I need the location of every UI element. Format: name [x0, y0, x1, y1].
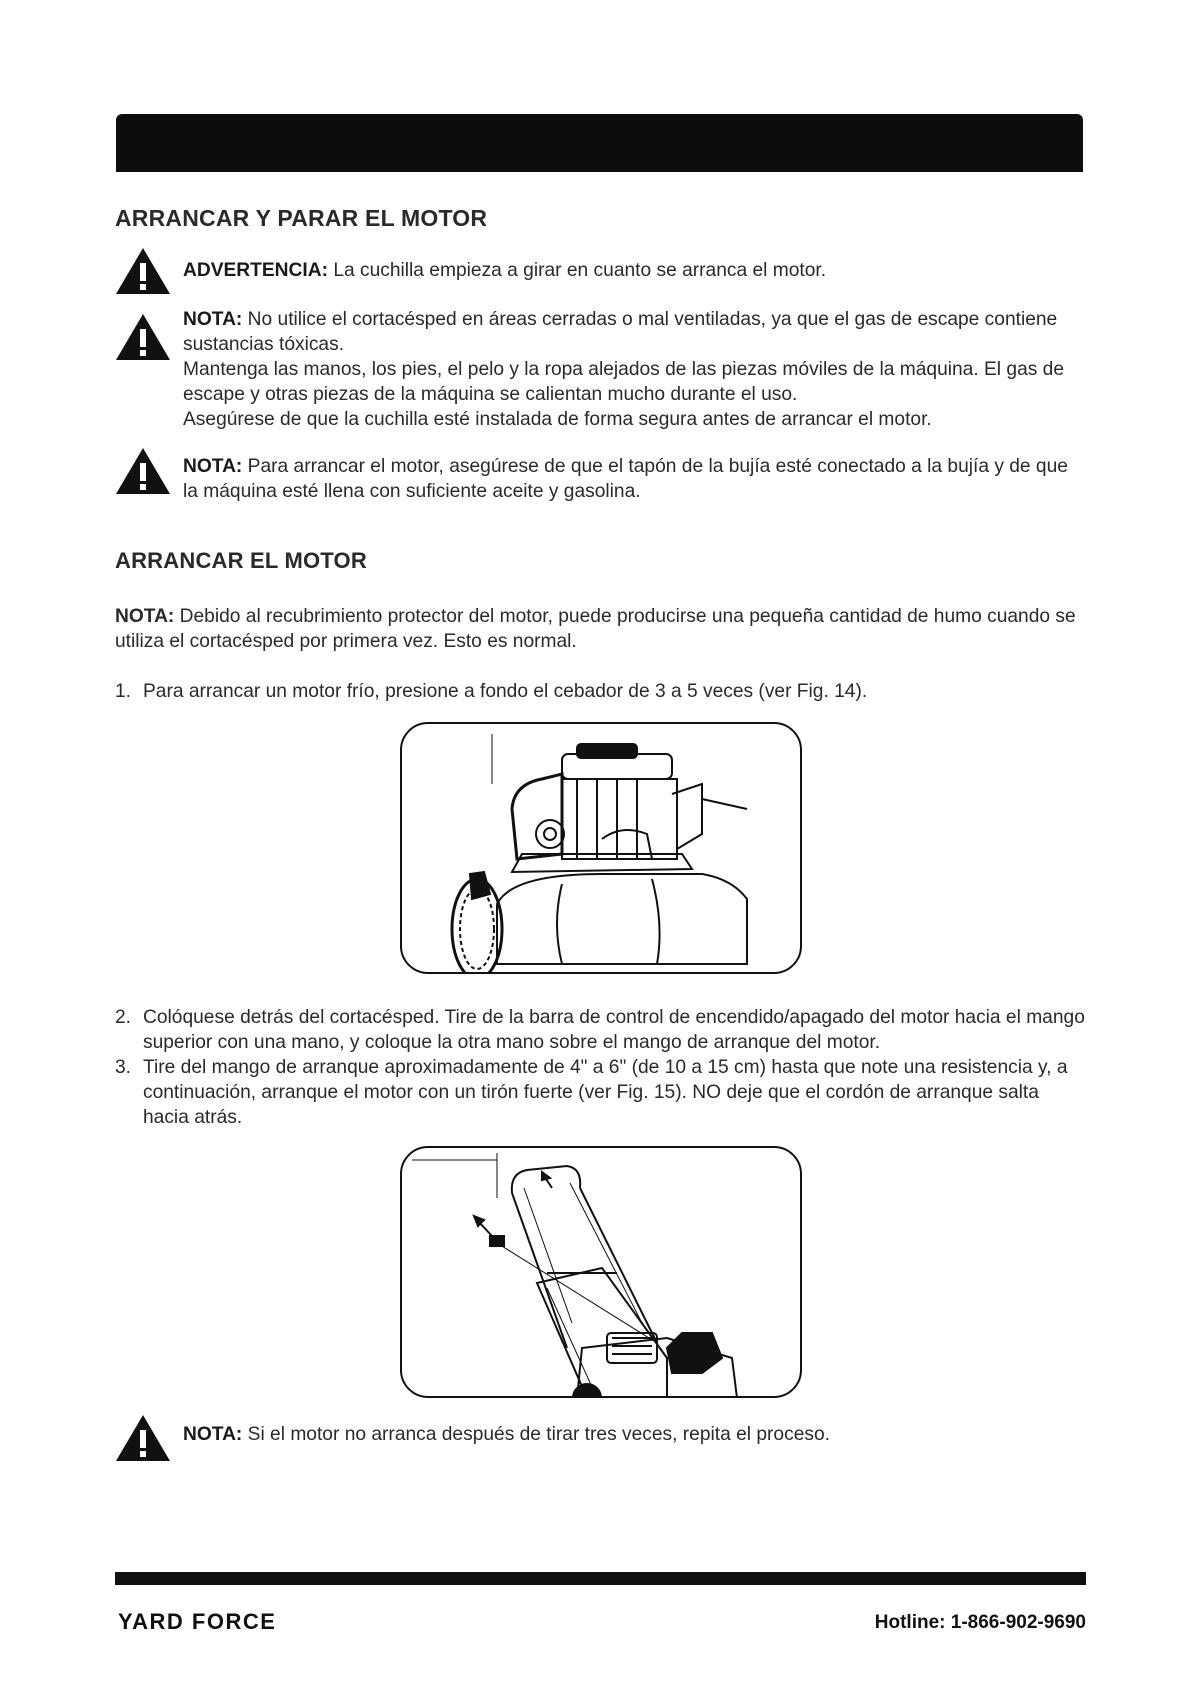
note-label: NOTA:: [183, 456, 243, 477]
note-text-line3: Asegúrese de que la cuchilla esté instalada de forma segura antes de arrancar el motor.: [183, 409, 932, 430]
figure-engine-primer: [400, 722, 802, 974]
step-number: 1.: [115, 681, 132, 702]
note-paragraph-2: [183, 454, 1088, 504]
intro-note: [115, 604, 1085, 654]
step-item: [115, 1005, 1085, 1055]
warning-label: ADVERTENCIA:: [183, 260, 328, 281]
header-bar: [116, 114, 1083, 172]
note-text-line2: Mantenga las manos, los pies, el pelo y la ropa alejados de las piezas móviles de la máquina. El gas de escape y otras piezas de la máquina se calientan mucho durante el uso.: [183, 359, 1065, 405]
note-text-line1: No utilice el cortacésped en áreas cerradas o mal ventiladas, ya que el gas de escape contiene sustancias tóxicas.: [183, 309, 1058, 355]
step-text: Tire del mango de arranque aproximadamente de 4" a 6" (de 10 a 15 cm) hasta que note una resistencia y, a continuación, arranque el motor con un tirón fuerte (ver Fig. 15). NO deje que el cordón de arranque salta hacia atrás.: [143, 1057, 1068, 1128]
warning-paragraph: [183, 258, 1088, 283]
note-text: Para arrancar el motor, asegúrese de que el tapón de la bujía esté conectado a la bujía y de que la máquina esté llena con suficiente aceite y gasolina.: [183, 456, 1068, 502]
intro-note-text: Debido al recubrimiento protector del motor, puede producirse una pequeña cantidad de humo cuando se utiliza el cortacésped por primera vez. Esto es normal.: [115, 606, 1076, 652]
warning-icon: [114, 446, 172, 496]
step-text: Colóquese detrás del cortacésped. Tire de la barra de control de encendido/apagado del motor hacia el mango superior con una mano, y coloque la otra mano sobre el mango de arranque del motor.: [143, 1007, 1085, 1053]
figure-starter-handle: [400, 1146, 802, 1398]
warning-icon: [114, 246, 172, 296]
final-note-label: NOTA:: [183, 1424, 243, 1445]
note-label: NOTA:: [183, 309, 243, 330]
final-note-text: Si el motor no arranca después de tirar tres veces, repita el proceso.: [242, 1424, 830, 1445]
step-number: 2.: [115, 1007, 132, 1028]
step-number: 3.: [115, 1057, 132, 1078]
section-title: ARRANCAR Y PARAR EL MOTOR: [115, 205, 488, 231]
step-text: Para arrancar un motor frío, presione a fondo el cebador de 3 a 5 veces (ver Fig. 14).: [143, 681, 868, 702]
warning-text: La cuchilla empieza a girar en cuanto se arranca el motor.: [327, 260, 827, 281]
intro-note-label: NOTA:: [115, 606, 175, 627]
hotline-text: Hotline: 1-866-902-9690: [874, 1612, 1086, 1633]
final-note: [183, 1422, 1088, 1447]
engine-illustration: [402, 724, 802, 974]
subsection-title: ARRANCAR EL MOTOR: [115, 548, 367, 573]
footer-bar: [115, 1572, 1086, 1585]
note-paragraph-1: [183, 307, 1088, 432]
yard-force-logo: YARD FORCE: [118, 1609, 277, 1634]
step-item: [115, 1055, 1085, 1130]
warning-icon: [114, 312, 172, 362]
mower-illustration: [402, 1148, 802, 1398]
warning-icon: [114, 1413, 172, 1463]
step-item: [115, 679, 1085, 704]
